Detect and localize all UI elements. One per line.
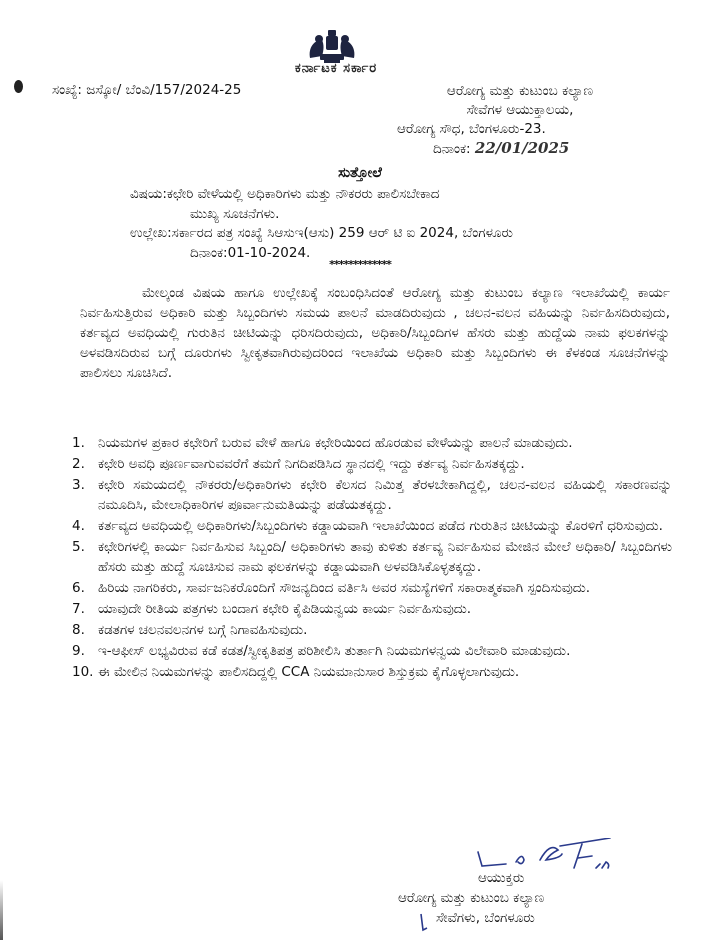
separator: ************* xyxy=(329,258,391,271)
date-label: ದಿನಾಂಕ: xyxy=(433,141,471,157)
rule-item xyxy=(72,454,672,474)
rule-item xyxy=(72,433,672,453)
handwritten-mark-icon xyxy=(418,912,428,934)
subject-block xyxy=(130,185,690,263)
rule-text: ಇ-ಆಫೀಸ್ ಲಭ್ಯವಿರುವ ಕಡೆ ಕಡತ/ಸ್ವೀಕೃತಿಪತ್ರ ಪರಿಶೀಲಿಸಿ ತುರ್ತಾಗಿ ನಿಯಮಗಳನ್ವಯ ವಿಲೇವಾರಿ ಮಾಡುವುದು. xyxy=(98,643,571,659)
rule-text: ಈ ಮೇಲಿನ ನಿಯಮಗಳನ್ನು ಪಾಲಿಸದಿದ್ದಲ್ಲಿ CCA ನಿಯಮಾನುಸಾರ ಶಿಸ್ತುಕ್ರಮ ಕೈಗೊಳ್ಳಲಾಗುವುದು. xyxy=(98,664,520,680)
date-value: 22/01/2025 xyxy=(474,139,570,157)
rule-number: 10. xyxy=(72,664,94,680)
subject-line: ಕಛೇರಿ ವೇಳೆಯಲ್ಲಿ ಅಧಿಕಾರಿಗಳು ಮತ್ತು ನೌಕರರು ಪಾಲಿಸಬೇಕಾದ xyxy=(166,186,440,202)
karnataka-emblem-icon xyxy=(304,28,360,64)
signatory-office: ಸೇವೆಗಳು, ಬೆಂಗಳೂರು xyxy=(436,910,535,926)
rule-item xyxy=(72,599,672,619)
rule-item xyxy=(72,620,672,640)
rule-text: ಕರ್ತವ್ಯದ ಅವಧಿಯಲ್ಲಿ ಅಧಿಕಾರಿಗಳು/ಸಿಬ್ಬಂದಿಗಳು ಕಡ್ಡಾಯವಾಗಿ ಇಲಾಖೆಯಿಂದ ಪಡೆದ ಗುರುತಿನ ಚೀಟಿಯನ್ನು ಕೊರಳಿಗೆ ಧರಿಸುವುದು. xyxy=(98,518,663,534)
rule-item xyxy=(72,516,672,536)
office-address xyxy=(395,82,645,159)
signatory-designation: ಆಯುಕ್ತರು xyxy=(478,870,525,886)
rule-number: 5. xyxy=(72,539,85,555)
rule-text: ಯಾವುದೇ ರೀತಿಯ ಪತ್ರಗಳು ಬಂದಾಗ ಕಛೇರಿ ಕೈಪಿಡಿಯನ್ವಯ ಕಾರ್ಯ ನಿರ್ವಹಿಸುವುದು. xyxy=(98,601,472,617)
rule-number: 1. xyxy=(72,435,85,451)
rule-number: 8. xyxy=(72,622,85,638)
document-title: ಸುತ್ತೋಲೆ xyxy=(338,165,382,181)
reference-number: ಸಂಖ್ಯೆ: ಜಸ್ಕೋ/ ಬೆಂವಿ/157/2024-25 xyxy=(52,82,242,98)
rule-text: ನಿಯಮಗಳ ಪ್ರಕಾರ ಕಛೇರಿಗೆ ಬರುವ ವೇಳೆ ಹಾಗೂ ಕಛೇರಿಯಿಂದ ಹೊರಡುವ ವೇಳೆಯನ್ನು ಪಾಲನೆ ಮಾಡುವುದು. xyxy=(98,435,573,451)
rule-item xyxy=(72,578,672,598)
subject-line: ಮುಖ್ಯ ಸೂಚನೆಗಳು. xyxy=(190,205,280,222)
rule-text: ಹಿರಿಯ ನಾಗರಿಕರು, ಸಾರ್ವಜನಿಕರೊಂದಿಗೆ ಸೌಜನ್ಯದಿಂದ ವರ್ತಿಸಿ ಅವರ ಸಮಸ್ಯೆಗಳಿಗೆ ಸಕಾರಾತ್ಮಕವಾಗಿ ಸ್ಪಂದಿಸುವುದು. xyxy=(98,580,591,596)
signatory-office: ಆರೋಗ್ಯ ಮತ್ತು ಕುಟುಂಬ ಕಲ್ಯಾಣ xyxy=(398,890,545,906)
office-line: ಆರೋಗ್ಯ ಮತ್ತು ಕುಟುಂಬ ಕಲ್ಯಾಣ xyxy=(446,83,594,99)
rule-text: ಕಛೇರಿ ಅವಧಿ ಪೂರ್ಣವಾಗುವವರೆಗೆ ತಮಗೆ ನಿಗದಿಪಡಿಸಿದ ಸ್ಥಾನದಲ್ಲಿ ಇದ್ದು ಕರ್ತವ್ಯ ನಿರ್ವಹಿಸತಕ್ಕದ್ದು. xyxy=(98,456,525,472)
date-row xyxy=(395,139,645,159)
rule-text: ಕಛೇರಿಗಳಲ್ಲಿ ಕಾರ್ಯ ನಿರ್ವಹಿಸುವ ಸಿಬ್ಬಂದಿ/ ಅಧಿಕಾರಿಗಳು ತಾವು ಕುಳಿತು ಕರ್ತವ್ಯ ನಿರ್ವಹಿಸುವ ಮೇಜಿನ ಮೇಲೆ ಅಧಿಕಾರಿ/ ಸಿಬ್ಬಂದಿಗಳು ಹೆಸರು ಮತ್ತು ಹುದ್ದೆ ಸೂಚಿಸುವ ನಾಮ ಫಲಕಗಳನ್ನು ಕಡ್ಡಾಯವಾಗಿ ಅಳವಡಿಸಿಕೊಳ್ಳತಕ್ಕದ್ದು. xyxy=(98,539,672,575)
government-name: ಕರ್ನಾಟಕ ಸರ್ಕಾರ xyxy=(294,61,378,76)
scan-edge-shadow xyxy=(0,880,3,940)
rule-item xyxy=(72,475,672,515)
rules-list xyxy=(72,433,672,683)
rule-number: 4. xyxy=(72,518,85,534)
reference-line: ಸರ್ಕಾರದ ಪತ್ರ ಸಂಖ್ಯೆ ಸಿಆಸುಇ(ಆಸು) 259 ಆರ್ ಟಿ ಐ 2024, ಬೆಂಗಳೂರು xyxy=(171,225,513,241)
signature-block xyxy=(398,868,658,928)
handwritten-signature xyxy=(470,838,670,870)
rule-text: ಕಡತಗಳ ಚಲನವಲನಗಳ ಬಗ್ಗೆ ನಿಗಾವಹಿಸುವುದು. xyxy=(98,622,308,638)
intro-paragraph: ಮೇಲ್ಕಂಡ ವಿಷಯ ಹಾಗೂ ಉಲ್ಲೇಖಕ್ಕೆ ಸಂಬಂಧಿಸಿದಂತೆ ಆರೋಗ್ಯ ಮತ್ತು ಕುಟುಂಬ ಕಲ್ಯಾಣ ಇಲಾಖೆಯಲ್ಲಿ ಕಾರ್ಯ ನಿರ್ವಹಿಸುತ್ತಿರುವ ಅಧಿಕಾರಿ ಮತ್ತು ಸಿಬ್ಬಂದಿಗಳು ಸಮಯ ಪಾಲನೆ ಮಾಡದಿರುವುದು , ಚಲನ-ವಲನ ವಹಿಯನ್ನು ನಿರ್ವಹಿಸದಿರುವುದು, ಕರ್ತವ್ಯದ ಅವಧಿಯಲ್ಲಿ ಗುರುತಿನ ಚೀಟಿಯನ್ನು ಧರಿಸದಿರುವುದು, ಅಧಿಕಾರಿ/ಸಿಬ್ಬಂದಿಗಳ ಹೆಸರು ಮತ್ತು ಹುದ್ದೆಯ ನಾಮ ಫಲಕಗಳನ್ನು ಅಳವಡಿಸದಿರುವ ಬಗ್ಗೆ ದೂರುಗಳು ಸ್ವೀಕೃತವಾಗಿರುವುದರಿಂದ ಇಲಾಖೆಯ ಅಧಿಕಾರಿ ಮತ್ತು ಸಿಬ್ಬಂದಿಗಳು ಈ ಕೆಳಕಂಡ ಸೂಚನೆಗಳನ್ನು ಪಾಲಿಸಲು ಸೂಚಿಸಿದೆ. xyxy=(80,285,670,381)
subject-label: ವಿಷಯ: xyxy=(130,186,167,202)
rule-number: 2. xyxy=(72,456,85,472)
office-line: ಸೇವೆಗಳ ಆಯುಕ್ತಾಲಯ, xyxy=(466,102,574,118)
rule-number: 7. xyxy=(72,601,85,617)
rule-item xyxy=(72,641,672,661)
rule-number: 3. xyxy=(72,477,85,493)
reference-date: ದಿನಾಂಕ:01-10-2024. xyxy=(190,244,311,261)
rule-text: ಕಛೇರಿ ಸಮಯದಲ್ಲಿ ನೌಕರರು/ಅಧಿಕಾರಿಗಳು ಕಛೇರಿ ಕೆಲಸದ ನಿಮಿತ್ತ ತೆರಳಬೇಕಾಗಿದ್ದಲ್ಲಿ, ಚಲನ-ವಲನ ವಹಿಯಲ್ಲಿ ಸಕಾರಣವನ್ನು ನಮೂದಿಸಿ, ಮೇಲಾಧಿಕಾರಿಗಳ ಪೂರ್ವಾನುಮತಿಯನ್ನು ಪಡೆಯತಕ್ಕದ್ದು. xyxy=(98,477,672,513)
reference-label: ಉಲ್ಲೇಖ: xyxy=(130,225,172,241)
rule-number: 9. xyxy=(72,643,85,659)
rule-item xyxy=(72,662,672,682)
punch-hole xyxy=(14,80,23,93)
rule-number: 6. xyxy=(72,580,85,596)
rule-item xyxy=(72,537,672,577)
office-line: ಆರೋಗ್ಯ ಸೌಧ, ಬೆಂಗಳೂರು-23. xyxy=(397,121,546,137)
